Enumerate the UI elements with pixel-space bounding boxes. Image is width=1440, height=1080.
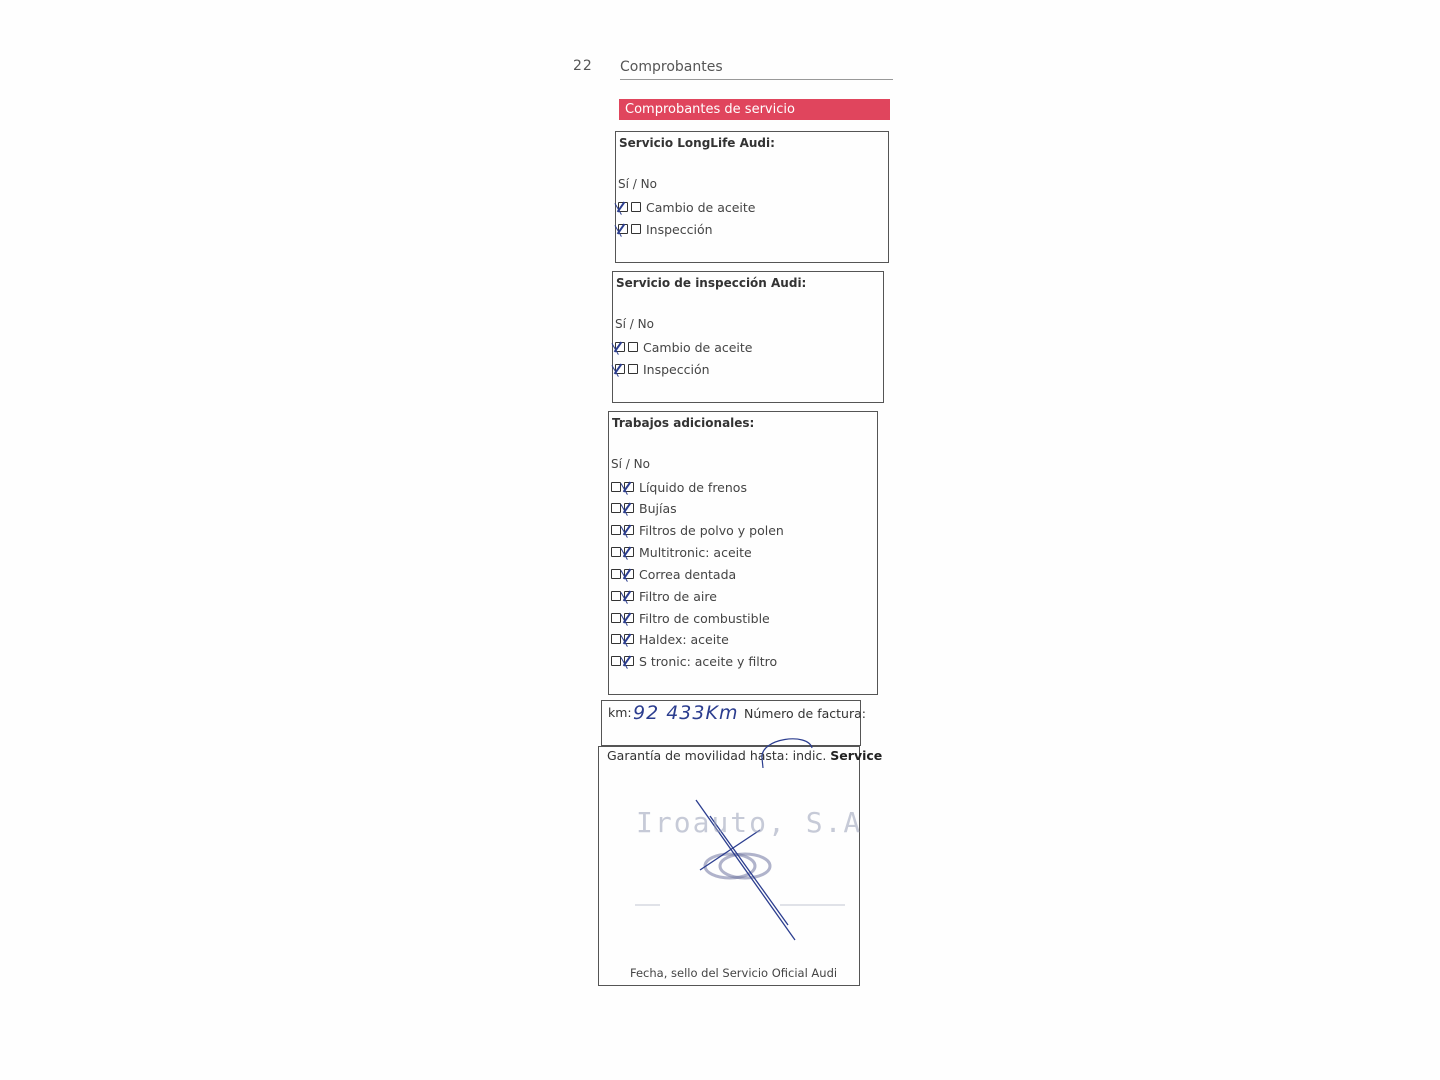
inspection-oil-yes-checkbox[interactable] (615, 342, 625, 352)
work-row-s-tronic (611, 652, 777, 670)
inspection-inspection-yes-checkbox[interactable] (615, 364, 625, 374)
section-banner: Comprobantes de servicio (619, 99, 890, 120)
longlife-inspection-yes-checkbox[interactable] (618, 224, 628, 234)
work-row-brake-fluid (611, 478, 747, 496)
longlife-oil-label: Cambio de aceite (646, 199, 756, 215)
inspection-oil-no-checkbox[interactable] (628, 342, 638, 352)
fuel-filter-no-checkbox[interactable] (624, 613, 634, 623)
pollen-filter-label: Filtros de polvo y polen (639, 522, 784, 538)
air-filter-no-checkbox[interactable] (624, 591, 634, 601)
multitronic-label: Multitronic: aceite (639, 544, 752, 560)
dealer-stamp-text: Iroauto, S.A (636, 806, 863, 839)
spark-plugs-no-checkbox[interactable] (624, 503, 634, 513)
chapter-title: Comprobantes (620, 59, 723, 75)
longlife-inspection-no-checkbox[interactable] (631, 224, 641, 234)
stamp-and-signature (600, 720, 863, 970)
brake-fluid-no-checkbox[interactable] (624, 482, 634, 492)
s-tronic-label: S tronic: aceite y filtro (639, 653, 778, 669)
work-row-pollen-filter (611, 521, 784, 539)
inspection-title: Servicio de inspección Audi: (616, 276, 807, 290)
date-stamp-label: Fecha, sello del Servicio Oficial Audi (630, 966, 838, 980)
invoice-number-label: Número de factura: (744, 706, 866, 721)
timing-belt-no-checkbox[interactable] (624, 569, 634, 579)
inspection-row-inspection (615, 360, 710, 378)
longlife-title: Servicio LongLife Audi: (619, 136, 775, 150)
brake-fluid-label: Líquido de frenos (639, 479, 747, 495)
timing-belt-label: Correa dentada (639, 566, 737, 582)
longlife-row-oil-change (618, 198, 755, 216)
longlife-oil-yes-checkbox[interactable] (618, 202, 628, 212)
signature-tick (762, 758, 763, 768)
longlife-oil-no-checkbox[interactable] (631, 202, 641, 212)
longlife-inspection-label: Inspección (646, 221, 713, 237)
inspection-inspection-label: Inspección (643, 361, 710, 377)
pollen-filter-no-checkbox[interactable] (624, 525, 634, 535)
inspection-inspection-no-checkbox[interactable] (628, 364, 638, 374)
work-row-haldex (611, 630, 729, 648)
s-tronic-no-checkbox[interactable] (624, 656, 634, 666)
inspection-service-box (612, 271, 884, 403)
inspection-oil-label: Cambio de aceite (643, 339, 753, 355)
service-label: Service (830, 748, 883, 763)
haldex-no-checkbox[interactable] (624, 634, 634, 644)
spark-plugs-label: Bujías (639, 500, 677, 516)
longlife-row-inspection (618, 220, 713, 238)
chapter-divider (620, 79, 893, 80)
work-row-air-filter (611, 587, 717, 605)
haldex-label: Haldex: aceite (639, 631, 729, 647)
signature-arc (762, 739, 812, 758)
fuel-filter-label: Filtro de combustible (639, 610, 770, 626)
longlife-yes-no-header: Sí / No (618, 177, 657, 191)
inspection-row-oil-change (615, 338, 752, 356)
multitronic-no-checkbox[interactable] (624, 547, 634, 557)
km-value-handwritten: 92 433Km (633, 702, 739, 724)
additional-work-yes-no-header: Sí / No (611, 457, 650, 471)
additional-work-box (608, 411, 878, 695)
work-row-spark-plugs (611, 499, 677, 517)
inspection-yes-no-header: Sí / No (615, 317, 654, 331)
page-number: 22 (573, 58, 593, 74)
mobility-guarantee-text: Garantía de movilidad hasta: indic. (607, 748, 827, 763)
additional-work-title: Trabajos adicionales: (612, 416, 755, 430)
work-row-fuel-filter (611, 609, 770, 627)
air-filter-label: Filtro de aire (639, 588, 717, 604)
work-row-multitronic (611, 543, 752, 561)
work-row-timing-belt (611, 565, 736, 583)
km-label: km: (608, 705, 632, 720)
longlife-service-box (615, 131, 889, 263)
